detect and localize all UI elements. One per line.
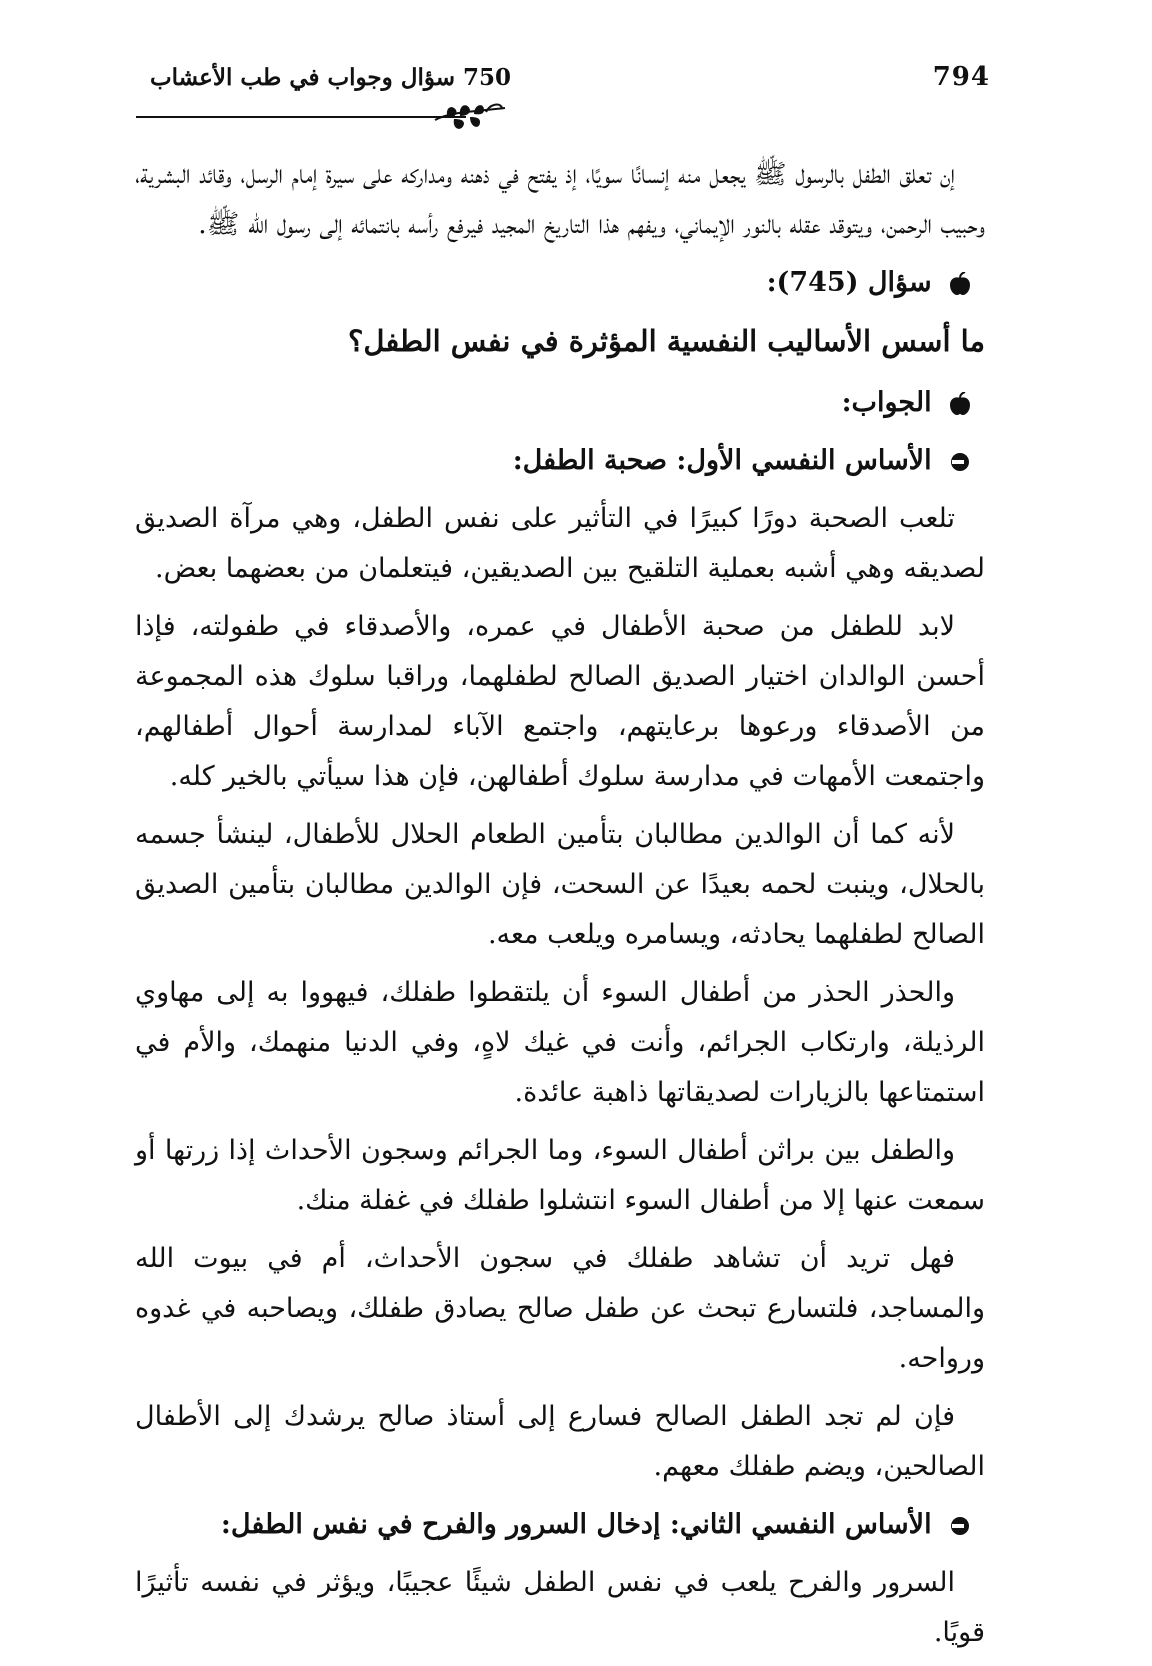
heading-2: الأساس النفسي الثاني: إدخال السرور والفرح في نفس الطفل:: [220, 1509, 932, 1540]
paragraph: لابد للطفل من صحبة الأطفال في عمره، والأصدقاء في طفولته، فإذا أحسن الوالدان اختيار الصديق الصالح لطفلهما، وراقبا سلوك هذه المجموعة من الأصدقاء ورعوها برعايتهم، واجتمع الآباء لمدارسة أحوال أطفالهم، واجتمعت الأمهات في مدارسة سلوك أطفالهن، فإن هذا سيأتي بالخير كله.: [135, 611, 985, 792]
apple-bullet-icon: [949, 392, 971, 416]
book-title: 750 سؤال وجواب في طب الأعشاب: [150, 64, 512, 91]
circle-bullet-icon: [949, 1515, 971, 1537]
paragraph: السرور والفرح يلعب في نفس الطفل شيئًا عجيبًا، ويؤثر في نفسه تأثيرًا قويًا.: [135, 1567, 985, 1648]
page-content: [135, 150, 985, 1666]
leaf-ornament-icon: [430, 98, 510, 138]
paragraph: والطفل بين براثن أطفال السوء، وما الجرائم وسجون الأحداث إذا زرتها أو سمعت عنها إلا من أطفال السوء انتشلوا طفلك في غفلة منك.: [135, 1135, 985, 1216]
paragraph: والحذر الحذر من أطفال السوء أن يلتقطوا طفلك، فيهووا به إلى مهاوي الرذيلة، وارتكاب الجرائم، وأنت في غيك لاهٍ، وفي الدنيا منهمك، والأم في استمتاعها بالزيارات لصديقاتها ذاهبة عائدة.: [135, 977, 985, 1108]
answer-label: الجواب:: [841, 387, 932, 418]
paragraph: فإن لم تجد الطفل الصالح فسارع إلى أستاذ صالح يرشدك إلى الأطفال الصالحين، ويضم طفلك معهم.: [135, 1401, 985, 1482]
heading-1-line: [135, 436, 985, 486]
header-rule: [136, 116, 466, 118]
paragraph: فهل تريد أن تشاهد طفلك في سجون الأحداث، أم في بيوت الله والمساجد، فلتسارع تبحث عن طفل صالح يصادق طفلك، ويصاحبه في غدوه ورواحه.: [135, 1243, 985, 1374]
page-number: 794: [932, 62, 990, 92]
heading-2-line: [135, 1500, 985, 1550]
question-text: ما أسس الأساليب النفسية المؤثرة في نفس الطفل؟: [347, 324, 985, 358]
answer-label-line: [135, 378, 985, 428]
paragraph: لأنه كما أن الوالدين مطالبان بتأمين الطعام الحلال للأطفال، لينشأ جسمه بالحلال، وينبت لحمه بعيدًا عن السحت، فإن الوالدين مطالبان بتأمين الصديق الصالح لطفلهما يحادثه، ويسامره ويلعب معه.: [135, 819, 985, 950]
heading-1: الأساس النفسي الأول: صحبة الطفل:: [512, 445, 932, 476]
question-label: سؤال (745):: [766, 267, 932, 298]
question-label-line: [135, 258, 985, 308]
circle-bullet-icon: [949, 451, 971, 473]
paragraph: تلعب الصحبة دورًا كبيرًا في التأثير على نفس الطفل، وهي مرآة الصديق لصديقه وهي أشبه بعملية التلقيح بين الصديقين، فيتعلمان من بعضهما بعض.: [135, 503, 985, 584]
page-header: [150, 62, 990, 102]
intro-paragraph: إن تعلق الطفل بالرسول ﷺ يجعل منه إنسانًا سويًا، إذ يفتح في ذهنه ومداركه على سيرة إمام الرسل، وقائد البشرية، وحبيب الرحمن، ويتوقد عقله بالنور الإيماني، ويفهم هذا التاريخ المجيد فيرفع رأسه بانتمائه إلى رسول الله ﷺ.: [135, 159, 985, 240]
apple-bullet-icon: [949, 272, 971, 296]
